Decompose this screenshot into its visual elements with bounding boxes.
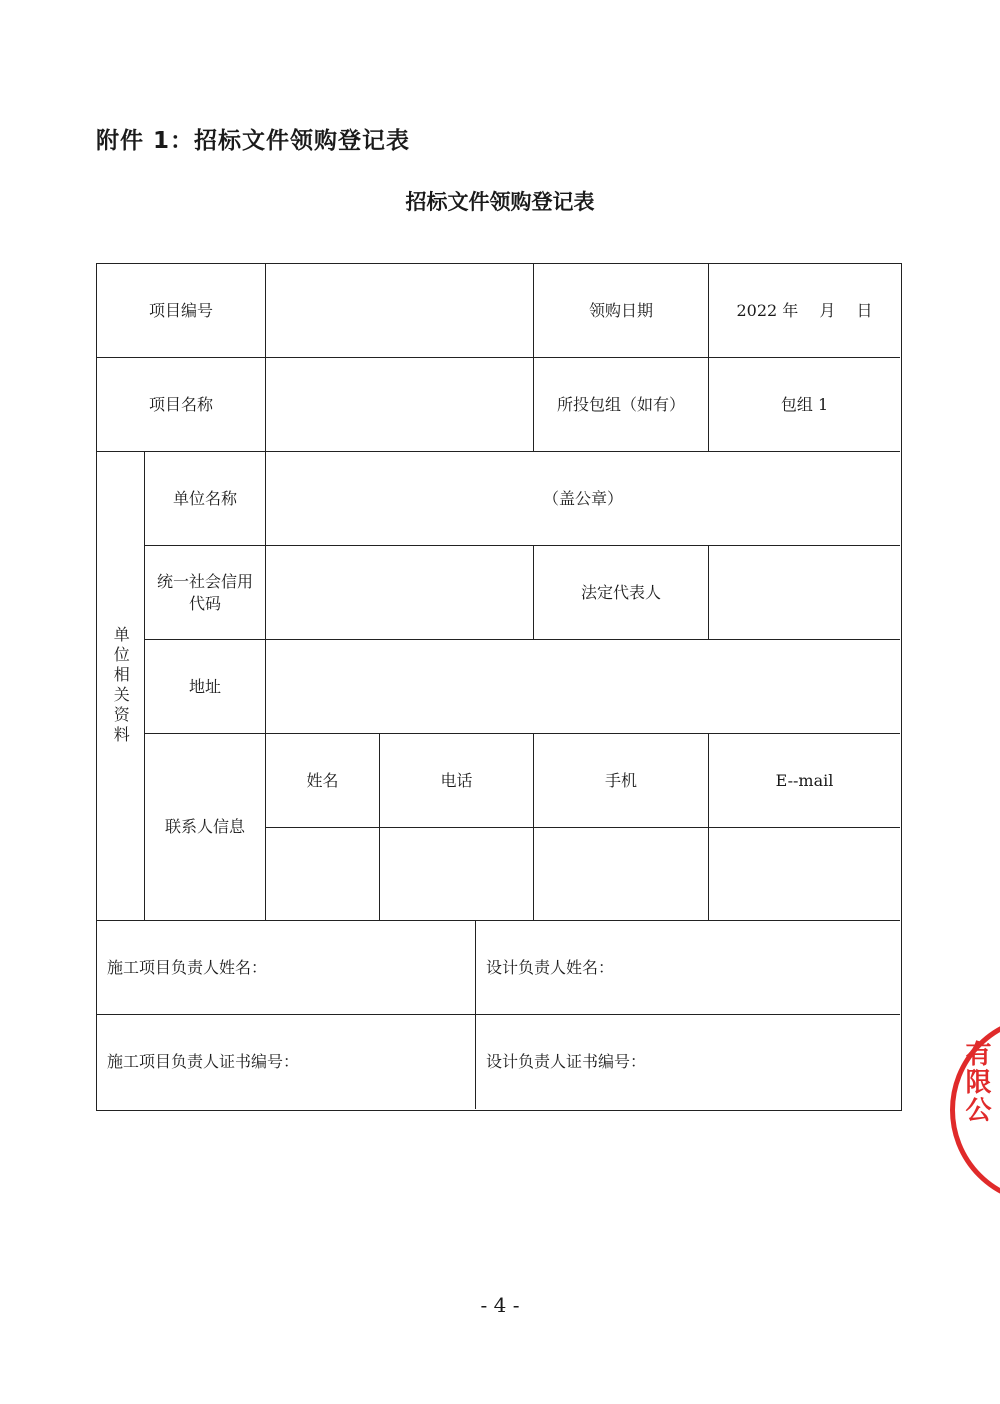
- contact-name-field[interactable]: [266, 828, 380, 921]
- page-number: - 4 -: [480, 1293, 520, 1317]
- design-lead-name-field[interactable]: 设计负责人姓名：: [476, 921, 900, 1015]
- bid-package-field[interactable]: 包组 1: [709, 358, 900, 452]
- construction-lead-name-field[interactable]: 施工项目负责人姓名：: [97, 921, 476, 1015]
- attachment-heading: 附件 1：招标文件领购登记表: [96, 128, 411, 154]
- legal-representative-label: 法定代表人: [534, 546, 709, 640]
- contact-header-phone: 电话: [380, 734, 534, 828]
- purchase-date-label: 领购日期: [534, 264, 709, 358]
- legal-representative-field[interactable]: [709, 546, 900, 640]
- unit-name-label: 单位名称: [145, 452, 266, 546]
- project-name-label: 项目名称: [97, 358, 266, 452]
- contact-mobile-field[interactable]: [534, 828, 709, 921]
- contact-info-label: 联系人信息: [145, 734, 266, 921]
- company-seal-text: 有限公: [961, 1040, 991, 1124]
- bid-package-label: 所投包组（如有）: [534, 358, 709, 452]
- credit-code-label: 统一社会信用代码: [145, 546, 266, 640]
- form-title: 招标文件领购登记表: [405, 190, 595, 214]
- project-name-field[interactable]: [266, 358, 534, 452]
- construction-lead-cert-field[interactable]: 施工项目负责人证书编号：: [97, 1015, 476, 1109]
- purchase-date-field[interactable]: 2022 年 月 日: [709, 264, 900, 358]
- design-lead-cert-field[interactable]: 设计负责人证书编号：: [486, 1052, 647, 1072]
- contact-header-email: E--mail: [709, 734, 900, 828]
- address-label: 地址: [145, 640, 266, 734]
- project-number-label: 项目编号: [97, 264, 266, 358]
- contact-email-field[interactable]: [709, 828, 900, 921]
- address-field[interactable]: [266, 640, 900, 734]
- unit-name-field[interactable]: （盖公章）: [266, 452, 900, 546]
- registration-form-table: [96, 263, 902, 1111]
- unit-info-section-text: 单位相关资料: [111, 626, 131, 746]
- contact-phone-field[interactable]: [380, 828, 534, 921]
- project-number-field[interactable]: [266, 264, 534, 358]
- credit-code-field[interactable]: [266, 546, 534, 640]
- unit-info-section-label: [97, 452, 145, 921]
- contact-header-name: 姓名: [266, 734, 380, 828]
- contact-header-mobile: 手机: [534, 734, 709, 828]
